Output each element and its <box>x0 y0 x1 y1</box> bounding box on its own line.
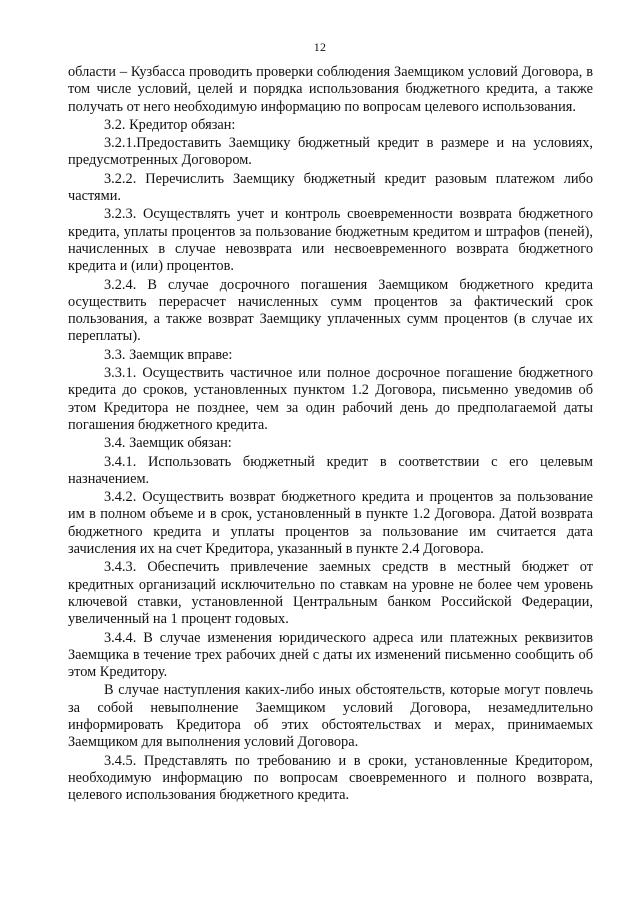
clause-3-4-2: 3.4.2. Осуществить возврат бюджетного кредита и процентов за пользование им в полном объеме и в срок, установленный в пункте 1.2 Договора. Датой возврата бюджетного кредита и уплаты процентов за пользование им считается дата зачисления их на счет Кредитора, указанный в пункте 2.4 Договора. <box>68 489 593 558</box>
clause-3-2-2: 3.2.2. Перечислить Заемщику бюджетный кредит разовым платежом либо частями. <box>68 170 593 205</box>
clause-3-4-1: 3.4.1. Использовать бюджетный кредит в соответствии с его целевым назначением. <box>68 453 593 487</box>
clause-3-3-1: 3.3.1. Осуществить частичное или полное досрочное погашение бюджетного кредита до сроков, установленных пунктом 1.2 Договора, письменно уведомив об этом Кредитора не позднее, чем за один рабочий день до предполагаемой даты погашения бюджетного кредита. <box>68 365 593 433</box>
section-heading-3-2: 3.2. Кредитор обязан: <box>104 116 236 133</box>
page-number: 12 <box>313 40 327 54</box>
clause-3-2-3: 3.2.3. Осуществлять учет и контроль своевременности возврата бюджетного кредита, уплаты процентов за пользование бюджетным кредитом и штрафов (пеней), начисленных в случае невозврата или несвоевременного возврата бюджетного кредита и (или) процентов. <box>68 206 593 275</box>
clause-3-4-5: 3.4.5. Представлять по требованию и в сроки, установленные Кредитором, необходимую информацию по вопросам своевременного и полного возврата, целевого использования бюджетного кредита. <box>68 752 593 804</box>
section-heading-3-4: 3.4. Заемщик обязан: <box>104 435 232 452</box>
document-body <box>68 64 593 805</box>
clause-3-4-3: 3.4.3. Обеспечить привлечение заемных средств в местный бюджет от кредитных организаций исключительно по ставкам на уровне не более чем уровень ключевой ставки, установленной Центральным банком Российской Федерации, увеличенный на 1 процент годовых. <box>68 559 593 628</box>
clause-3-4-4: 3.4.4. В случае изменения юридического адреса или платежных реквизитов Заемщика в течение трех рабочих дней с даты их изменений письменно сообщить об этом Кредитору. <box>68 629 593 681</box>
clause-3-2-1: 3.2.1.Предоставить Заемщику бюджетный кредит в размере и на условиях, предусмотренных Договором. <box>68 135 593 169</box>
section-heading-3-3: 3.3. Заемщик вправе: <box>104 346 233 363</box>
clause-3-2-4: 3.2.4. В случае досрочного погашения Заемщиком бюджетного кредита осуществить перерасчет начисленных сумм процентов за фактический срок пользования, а также возврат Заемщику уплаченных сумм процентов (в случае их переплаты). <box>68 276 593 345</box>
clause-3-4-4-continuation: В случае наступления каких-либо иных обстоятельств, которые могут повлечь за собой невыполнение Заемщиком условий Договора, незамедлительно информировать Кредитора об этих обстоятельствах и мерах, принимаемых Заемщиком для выполнения условий Договора. <box>68 682 593 751</box>
paragraph-continuation: области – Кузбасса проводить проверки соблюдения Заемщиком условий Договора, в том числе условий, целей и порядка использования бюджетного кредита, а также получать от него необходимую информацию по вопросам целевого использования. <box>68 64 593 115</box>
